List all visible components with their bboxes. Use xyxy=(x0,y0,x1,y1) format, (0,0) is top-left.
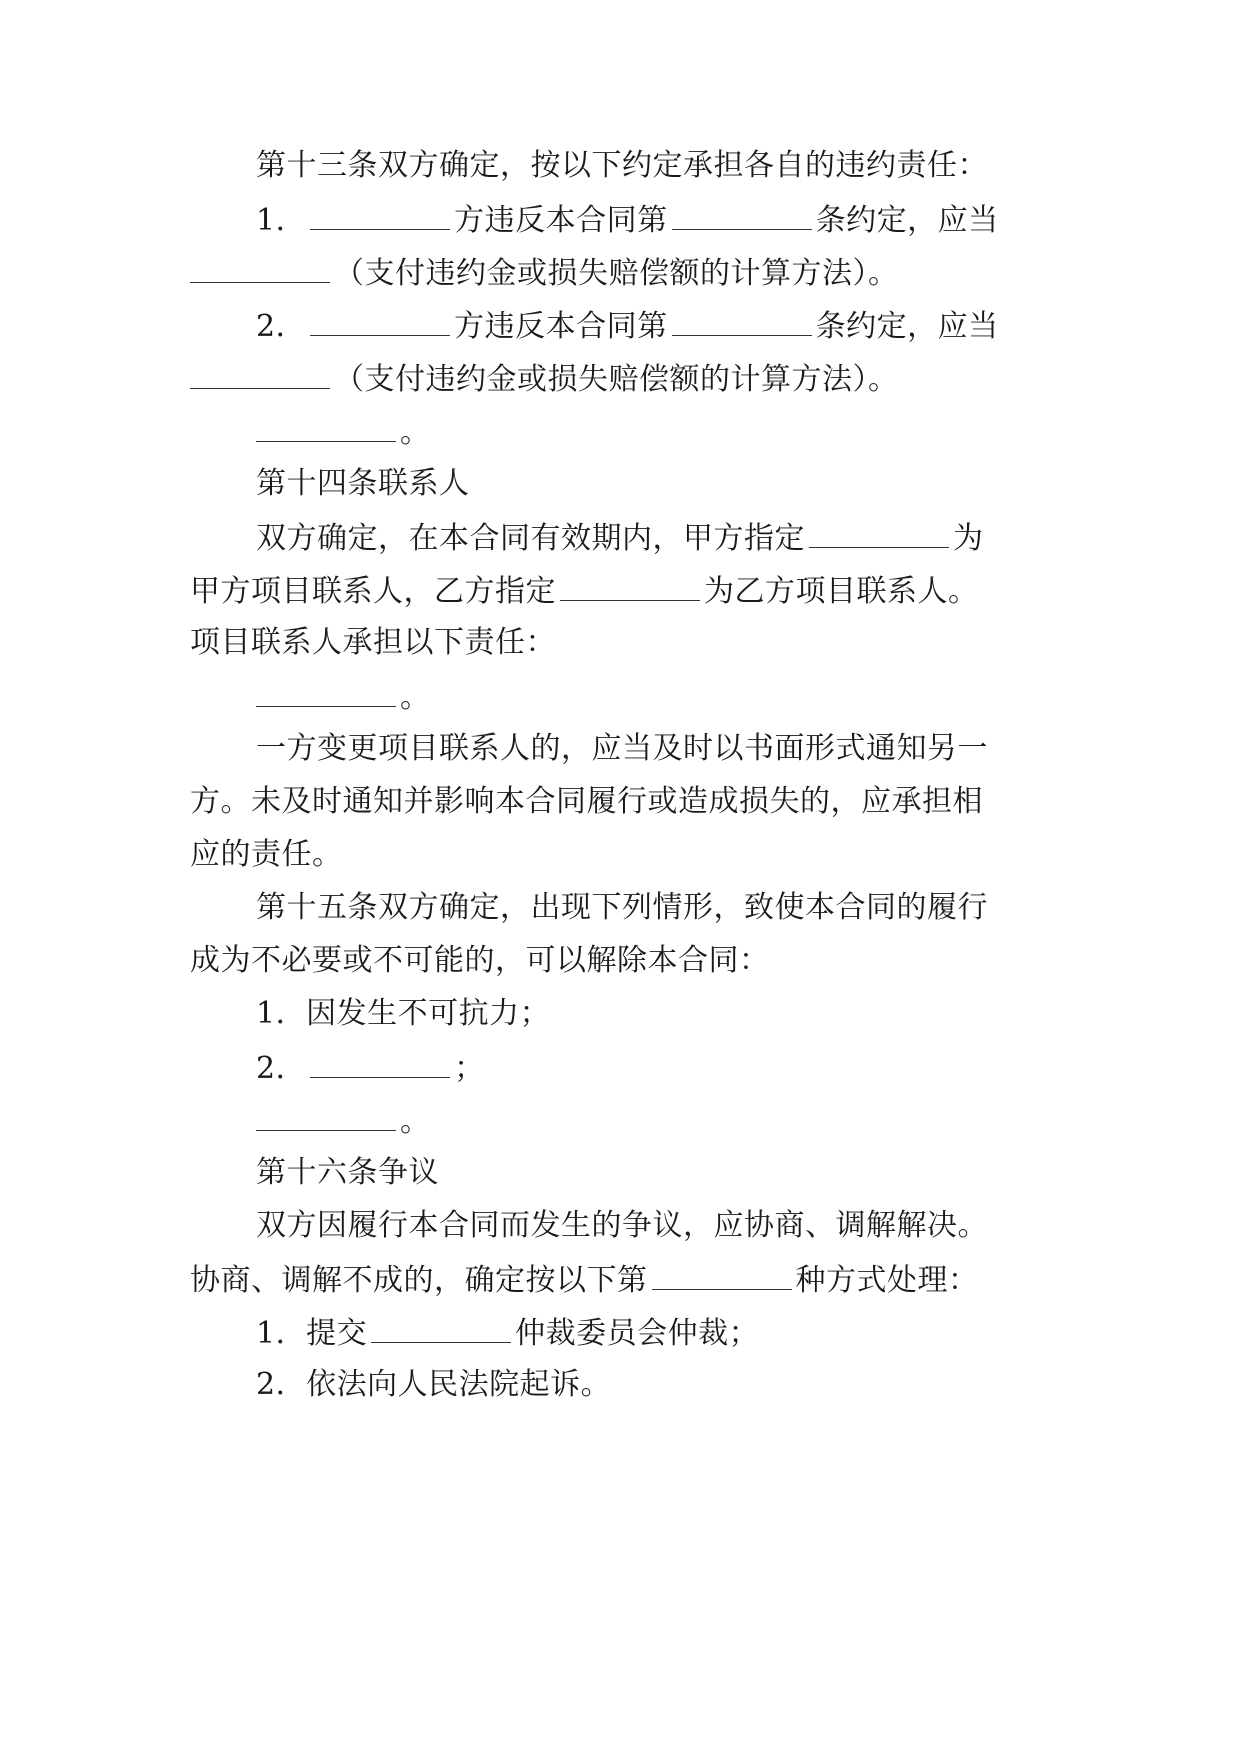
blank-line xyxy=(310,307,450,336)
article-15-item-2: 2． ； xyxy=(256,1051,485,1086)
blank-line xyxy=(256,413,396,442)
article-16-title: 第十六条争议 xyxy=(256,1155,439,1190)
article-14-end: 。 xyxy=(256,678,431,716)
article-14-para-1-cont-2: 项目联系人承担以下责任： xyxy=(190,625,556,660)
article-15-title: 第十五条双方确定，出现下列情形，致使本合同的履行 xyxy=(256,890,988,925)
article-16-para-1-cont: 协商、调解不成的，确定按以下第 种方式处理： xyxy=(190,1263,979,1298)
article-13-item-1-cont: （支付违约金或损失赔偿额的计算方法）。 xyxy=(190,254,899,292)
blank-line xyxy=(672,201,812,230)
article-15-item-1: 1．因发生不可抗力； xyxy=(256,996,551,1031)
article-16-item-1: 1．提交 仲裁委员会仲裁； xyxy=(256,1316,760,1351)
blank-line xyxy=(256,678,396,707)
blank-line xyxy=(310,201,450,230)
article-15-end: 。 xyxy=(256,1102,431,1140)
article-14-para-1: 双方确定，在本合同有效期内，甲方指定 为 xyxy=(256,521,984,556)
article-13-end: 。 xyxy=(256,413,431,451)
article-13-item-1: 1． 方违反本合同第 条约定，应当 xyxy=(256,203,999,238)
article-15-title-cont: 成为不必要或不可能的，可以解除本合同： xyxy=(190,943,770,978)
blank-line xyxy=(560,572,700,601)
article-14-para-2: 一方变更项目联系人的，应当及时以书面形式通知另一 xyxy=(256,731,988,766)
article-13-item-2: 2． 方违反本合同第 条约定，应当 xyxy=(256,309,999,344)
article-13-item-2-cont: （支付违约金或损失赔偿额的计算方法）。 xyxy=(190,360,899,398)
article-14-para-2-cont: 方。未及时通知并影响本合同履行或造成损失的，应承担相 xyxy=(190,784,983,819)
article-16-item-2: 2．依法向人民法院起诉。 xyxy=(256,1367,612,1402)
blank-line xyxy=(190,254,330,283)
article-14-title: 第十四条联系人 xyxy=(256,466,470,501)
blank-line xyxy=(256,1102,396,1131)
article-13-title: 第十三条双方确定，按以下约定承担各自的违约责任： xyxy=(256,148,988,183)
blank-line xyxy=(190,360,330,389)
article-14-para-1-cont: 甲方项目联系人，乙方指定 为乙方项目联系人。 xyxy=(190,574,979,609)
article-14-para-2-cont-2: 应的责任。 xyxy=(190,837,343,872)
article-16-para-1: 双方因履行本合同而发生的争议，应协商、调解解决。 xyxy=(256,1208,988,1243)
blank-line xyxy=(809,519,949,548)
blank-line xyxy=(652,1261,792,1290)
blank-line xyxy=(310,1049,450,1078)
blank-line xyxy=(371,1314,511,1343)
blank-line xyxy=(672,307,812,336)
